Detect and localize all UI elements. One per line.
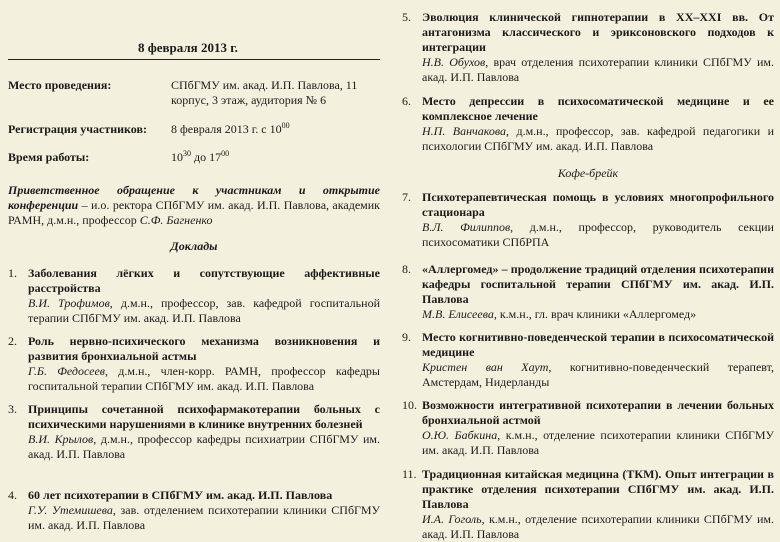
talk-speaker: Н.П. Ванчакова, д.м.н., профессор, зав. кафедрой педагогики и психологии СПбГМУ им. акад. И.П. Павлова xyxy=(422,124,775,153)
talk-item xyxy=(402,94,774,154)
talk-speaker: Г.У. Утемишева, зав. отделением психотерапии клиники СПбГМУ им. акад. И.П. Павлова xyxy=(28,503,380,532)
talk-item xyxy=(402,467,774,542)
talk-number: 5. xyxy=(402,10,411,24)
talk-speaker: М.В. Елисеева, к.м.н., гл. врач клиники «Аллергомед» xyxy=(422,307,697,321)
talk-title: Место депрессии в психосоматической медицине и ее комплексное лечение xyxy=(422,94,774,123)
talk-title: Возможности интегративной психотерапии в лечении больных бронхиальной астмой xyxy=(422,398,774,427)
venue-label: Место проведения: xyxy=(8,78,112,92)
venue-value: СПбГМУ им. акад. И.П. Павлова, 11 корпус, 3 этаж, аудитория № 6 xyxy=(171,78,358,107)
talk-speaker: В.И. Трофимов, д.м.н., профессор, зав. кафедрой госпитальной терапии СПбГМУ им. акад. И.П. Павлова xyxy=(28,296,380,325)
talk-speaker: Н.В. Обухов, врач отделения психотерапии клиники СПбГМУ им. акад. И.П. Павлова xyxy=(422,55,775,84)
coffee-break: Кофе-брейк xyxy=(557,166,619,180)
talk-title: Традиционная китайская медицина (ТКМ). Опыт интеграции в практике отделения психотерапии СПбГМУ им. акад. И.П. Павлова xyxy=(422,467,774,511)
talk-speaker: В.И. Крылов, д.м.н., профессор кафедры психиатрии СПбГМУ им. акад. И.П. Павлова xyxy=(28,432,380,461)
talk-number: 2. xyxy=(8,334,17,348)
talk-number: 9. xyxy=(402,330,411,344)
registration-label: Регистрация участников: xyxy=(8,122,147,136)
reports-heading: Доклады xyxy=(170,239,218,253)
talk-title: 60 лет психотерапии в СПбГМУ им. акад. И.П. Павлова xyxy=(28,488,333,502)
talk-title: Психотерапевтическая помощь в условиях многопрофильного стационара xyxy=(422,190,774,219)
talk-item xyxy=(8,402,380,462)
talk-title: Роль нервно-психического механизма возникновения и развития бронхиальной астмы xyxy=(28,334,380,363)
talk-number: 7. xyxy=(402,190,411,204)
talk-number: 4. xyxy=(8,488,17,502)
program-date: 8 февраля 2013 г. xyxy=(138,40,238,55)
talk-item xyxy=(8,334,380,394)
talk-title: Принципы сочетанной психофармакотерапии больных с психическими нарушениями в клинике внутренних болезней xyxy=(28,402,380,431)
header-rule xyxy=(8,59,380,60)
talk-speaker: В.Л. Филиппов, д.м.н., профессор, руководитель секции психосоматики СПбРПА xyxy=(422,220,774,249)
talk-speaker: Кристен ван Хаут, когнитивно-поведенческий терапевт, Амстердам, Нидерланды xyxy=(422,360,774,389)
talk-speaker: О.Ю. Бабкина, к.м.н., отделение психотерапии клиники СПбГМУ им. акад. И.П. Павлова xyxy=(422,428,774,457)
talk-title: Эволюция клинической гипнотерапии в XX–XXI вв. От антагонизма классического и эриксоновского подходов к интеграции xyxy=(422,10,774,54)
welcome-address: Приветственное обращение к участникам и открытие конференции – и.о. ректора СПбГМУ им. акад. И.П. Павлова, академик РАМН, д.м.н., профессор С.Ф. Багненко xyxy=(8,183,380,227)
talk-number: 3. xyxy=(8,402,17,416)
talk-number: 6. xyxy=(402,94,411,108)
talk-speaker: И.А. Гоголь, к.м.н., отделение психотерапии клиники СПбГМУ им. акад. И.П. Павлова xyxy=(422,512,774,541)
hours-label: Время работы: xyxy=(8,150,90,164)
hours-value: $10^{30}$ до $17^{00}$ xyxy=(171,149,230,164)
registration-value: 8 февраля 2013 г. с $10^{00}$ xyxy=(171,121,290,136)
talk-number: 1. xyxy=(8,266,17,280)
talk-item xyxy=(402,330,774,390)
talk-item xyxy=(402,262,774,322)
talk-item xyxy=(402,398,774,458)
talk-speaker: Г.Б. Федосеев, д.м.н., член-корр. РАМН, профессор кафедры госпитальной терапии СПбГМУ им. акад. И.П. Павлова xyxy=(28,364,380,393)
talk-item xyxy=(402,190,774,250)
talk-number: 8. xyxy=(402,262,411,276)
talk-item xyxy=(402,10,774,85)
talk-item xyxy=(8,488,380,533)
talk-number: 10. xyxy=(402,398,417,412)
talk-item xyxy=(8,266,380,326)
talk-number: 11. xyxy=(402,467,417,481)
talk-title: «Аллергомед» – продолжение традиций отделения психотерапии кафедры госпитальной терапии СПбГМУ им. акад. И.П. Павлова xyxy=(422,262,774,306)
talk-title: Заболевания лёгких и сопутствующие аффективные расстройства xyxy=(28,266,380,295)
talk-title: Место когнитивно-поведенческой терапии в психосоматической медицине xyxy=(422,330,774,359)
